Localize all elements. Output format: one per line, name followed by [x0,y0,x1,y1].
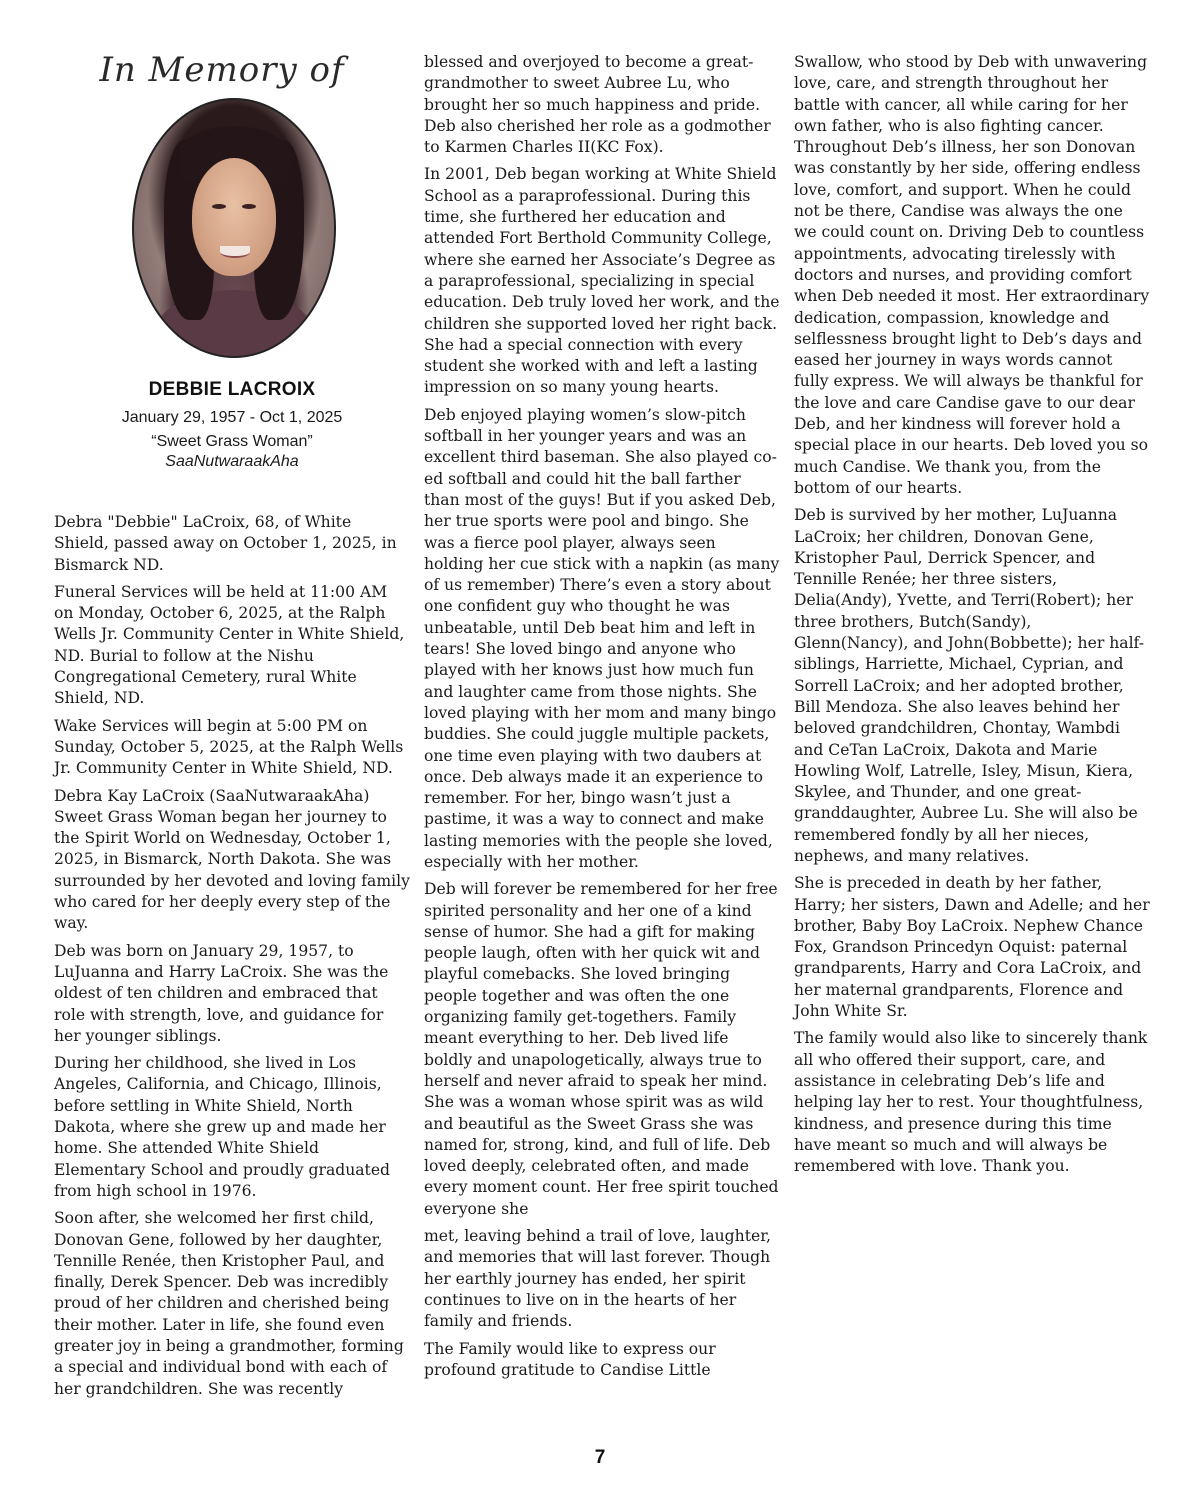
paragraph: Funeral Services will be held at 11:00 AM on Monday, October 6, 2025, at the Ralph Wells Jr. Community Center in White Shield, ND. Burial to follow at the Nishu Congregational Cemetery, rural White Shield, ND. [54,582,405,708]
native-name: SaaNutwaraakAha [165,453,299,470]
paragraph: The family would also like to sincerely thank all who offered their support, care, and assistance in celebrating Deb’s life and helping lay her to rest. Your thoughtfulness, kindness, and presence during this time have meant so much and will always be remembered with love. Thank you. [794,1029,1148,1176]
paragraph: Debra Kay LaCroix (SaaNutwaraakAha) Sweet Grass Woman began her journey to the Spirit World on Wednesday, October 1, 2025, in Bismarck, North Dakota. She was surrounded by her devoted and loving family who cared for her deeply every step of the way. [54,786,410,933]
paragraph: Deb was born on January 29, 1957, to LuJuanna and Harry LaCroix. She was the oldest of ten children and embraced that role with strength, love, and guidance for her younger siblings. [54,941,389,1045]
life-dates: January 29, 1957 - Oct 1, 2025 [121,409,343,426]
paragraph: Debra "Debbie" LaCroix, 68, of White Shield, passed away on October 1, 2025, in Bismarck ND. [54,513,397,574]
column-1 [54,50,410,1406]
paragraph: blessed and overjoyed to become a great-grandmother to sweet Aubree Lu, who brought her so much happiness and pride. Deb also cherished her role as a godmother to Karmen Charles II(KC Fox). [424,53,771,157]
paragraph: Deb is survived by her mother, LuJuanna LaCroix; her children, Donovan Gene, Kristopher Paul, Derrick Spencer, and Tennille Renée; her three sisters, Delia(Andy), Yvette, and Terri(Robert); her three brothers, Butch(Sandy), Glenn(Nancy), and John(Bobbette); her half-siblings, Harriette, Michael, Cyprian, and Sorrell LaCroix; and her adopted brother, Bill Mendoza. She also leaves behind her beloved grandchildren, Chontay, Wambdi and CeTan LaCroix, Dakota and Marie Howling Wolf, Latrelle, Isley, Misun, Kiera, Skylee, and Thunder, and one great-granddaughter, Aubree Lu. She will also be remembered fondly by all her nieces, nephews, and many relatives. [794,506,1145,865]
column-3 [794,52,1150,1183]
memorial-title: In Memory of [99,50,345,90]
paragraph: Deb will forever be remembered for her free spirited personality and her one of a kind sense of humor. She had a gift for making people laugh, often with her quick wit and playful comebacks. She loved bringing people together and was often the one organizing family get-togethers. Family meant everything to her. Deb lived life boldly and unapologetically, always true to herself and never afraid to speak her mind. She was a woman whose spirit was as wild and beautiful as the Sweet Grass she was named for, strong, kind, and full of life. Deb loved deeply, celebrated often, and made every moment count. Her free spirit touched everyone she [424,880,779,1218]
paragraph: Swallow, who stood by Deb with unwavering love, care, and strength throughout her battle with cancer, all while caring for her own father, who is also fighting cancer. Throughout Deb’s illness, her son Donovan was constantly by her side, offering endless love, comfort, and support. When he could not be there, Candise was always the one we could count on. Driving Deb to countless appointments, advocating tirelessly with doctors and nurses, and providing comfort when Deb needed it most. Her extraordinary dedication, compassion, knowledge and selflessness brought light to Deb’s days and eased her journey in ways words cannot fully express. We will always be thankful for the love and care Candise gave to our dear Deb, and her kindness will forever hold a special place in our hearts. Deb loved you so much Candise. We thank you, from the bottom of our hearts. [794,53,1150,497]
paragraph: She is preceded in death by her father, Harry; her sisters, Dawn and Adelle; and her brother, Baby Boy LaCroix. Nephew Chance Fox, Grandson Princedyn Oquist: paternal grandparents, Harry and Cora LaCroix, and her maternal grandparents, Florence and John White Sr. [794,874,1150,1021]
portrait-photo [132,98,336,358]
page-number: 7 [594,1447,606,1468]
memorial-header [54,50,410,472]
column-2 [424,52,780,1387]
nickname: “Sweet Grass Woman” [151,433,313,450]
paragraph: met, leaving behind a trail of love, laughter, and memories that will last forever. Though her earthly journey has ended, her spirit continues to live on in the hearts of her family and friends. [424,1227,771,1331]
paragraph: During her childhood, she lived in Los Angeles, California, and Chicago, Illinois, before settling in White Shield, North Dakota, where she grew up and made her home. She attended White Shield Elementary School and proudly graduated from high school in 1976. [54,1054,391,1200]
paragraph: Soon after, she welcomed her first child, Donovan Gene, followed by her daughter, Tennille Renée, then Kristopher Paul, and finally, Derek Spencer. Deb was incredibly proud of her children and cherished being their mother. Later in life, she found even greater joy in being a grandmother, forming a special and individual bond with each of her grandchildren. She was recently [54,1209,404,1398]
paragraph: The Family would like to express our profound gratitude to Candise Little [424,1339,716,1379]
deceased-name: DEBBIE LACROIX [148,379,316,400]
paragraph: Deb enjoyed playing women’s slow-pitch softball in her younger years and was an excellent third baseman. She also played co-ed softball and could hit the ball farther than most of the guys! But if you asked Deb, her true sports were pool and bingo. She was a fierce pool player, always seen holding her cue stick with a napkin (as many of us remember) There’s even a story about one confident guy who thought he was unbeatable, until Deb beat him and left in tears! She loved bingo and anyone who played with her knows just how much fun and laughter came from those nights. She loved playing with her mom and many bingo buddies. She could juggle multiple packets, one time even playing with two daubers at once. Deb always made it an experience to remember. For her, bingo wasn’t just a pastime, it was a way to connect and make lasting memories with the people she loved, especially with her mother. [424,405,780,871]
paragraph: In 2001, Deb began working at White Shield School as a paraprofessional. During this time, she furthered her education and attended Fort Berthold Community College, where she earned her Associate’s Degree as a paraprofessional, specializing in special education. Deb truly loved her work, and the children she supported loved her right back. She had a special connection with every student she worked with and left a lasting impression on so many young hearts. [424,165,780,397]
paragraph: Wake Services will begin at 5:00 PM on Sunday, October 5, 2025, at the Ralph Wells Jr. Community Center in White Shield, ND. [54,716,404,778]
